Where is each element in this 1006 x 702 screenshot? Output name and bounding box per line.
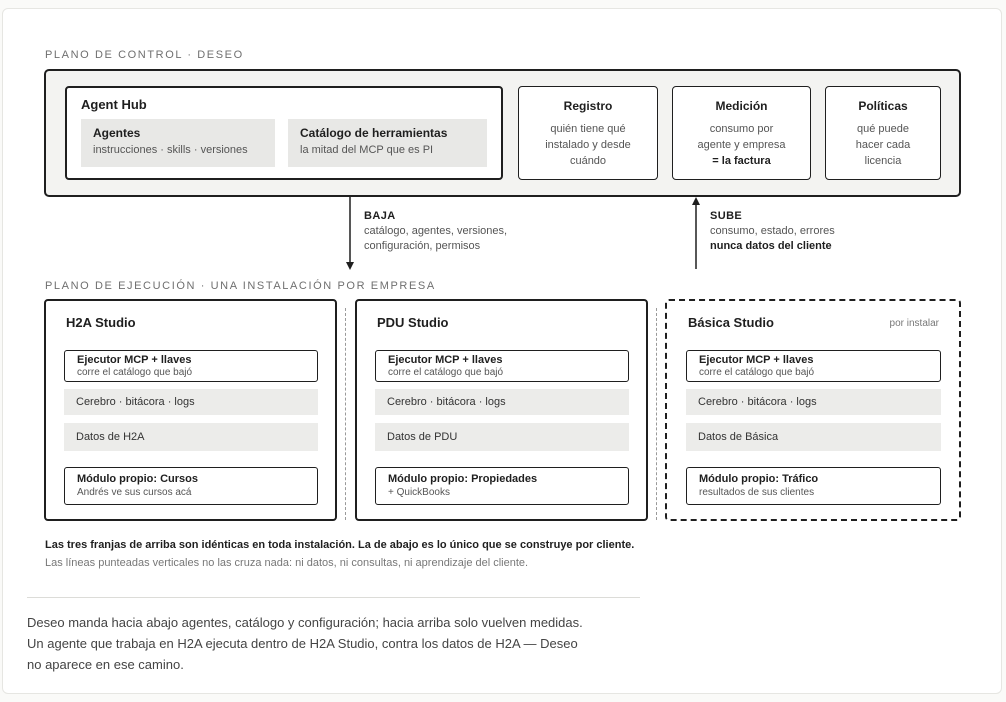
note-bold: Las tres franjas de arriba son idénticas en toda instalación. La de abajo es lo único que se construye por cliente. (45, 539, 635, 551)
down-arrow-head (346, 262, 354, 270)
studio-status-note: por instalar (889, 318, 939, 329)
hub-item-title: Agentes (93, 126, 141, 140)
data-row: Datos de Básica (686, 423, 941, 451)
politicas-title: Políticas (858, 99, 908, 113)
registro-line: quién tiene qué (550, 123, 626, 135)
studio-title: Básica Studio (688, 315, 774, 330)
hub-item-desc: la mitad del MCP que es PI (300, 144, 434, 156)
flow-up-title: SUBE (710, 210, 743, 222)
studio-title: PDU Studio (377, 315, 449, 330)
studio-title: H2A Studio (66, 315, 136, 330)
module-title: Módulo propio: Cursos (77, 473, 198, 485)
data-row: Datos de H2A (64, 423, 318, 451)
brain-row: Cerebro · bitácora · logs (375, 389, 629, 415)
studio-basica (665, 299, 961, 521)
execution-plane-label: PLANO DE EJECUCIÓN · UNA INSTALACIÓN POR EMPRESA (45, 280, 436, 292)
module-box (686, 467, 941, 505)
up-arrow-head (692, 197, 700, 205)
isolation-divider (345, 308, 346, 520)
executor-desc: corre el catálogo que bajó (699, 367, 815, 378)
hub-item-title: Catálogo de herramientas (300, 126, 448, 140)
separator (27, 597, 640, 598)
executor-desc: corre el catálogo que bajó (388, 367, 504, 378)
summary-text (27, 612, 583, 675)
summary-line: Un agente que trabaja en H2A ejecuta dentro de H2A Studio, contra los datos de H2A — Deseo (27, 636, 578, 651)
politicas-line: licencia (864, 155, 902, 167)
module-box (64, 467, 318, 505)
studio-pdu (355, 299, 648, 521)
registro-line: cuándo (569, 155, 607, 167)
module-desc: + QuickBooks (388, 487, 450, 498)
politicas-line: qué puede (857, 123, 909, 135)
flow-up-label (710, 210, 835, 254)
executor-box (375, 350, 629, 382)
politicas-line: hacer cada (855, 139, 911, 151)
executor-title: Ejecutor MCP + llaves (388, 354, 503, 366)
summary-line: no aparece en ese camino. (27, 657, 184, 672)
flow-down-label (364, 210, 507, 254)
module-desc: Andrés ve sus cursos acá (77, 487, 192, 498)
summary-line: Deseo manda hacia abajo agentes, catálogo y configuración; hacia arriba solo vuelven medidas. (27, 615, 583, 630)
brain-row: Cerebro · bitácora · logs (64, 389, 318, 415)
note-light: Las líneas punteadas verticales no las cruza nada: ni datos, ni consultas, ni aprendizaje del cliente. (45, 557, 529, 569)
executor-box (686, 350, 941, 382)
executor-box (64, 350, 318, 382)
flow-up-line: consumo, estado, errores (710, 225, 835, 237)
agent-hub-title: Agent Hub (81, 97, 147, 112)
isolation-divider (656, 308, 657, 520)
registro-title: Registro (563, 99, 613, 113)
control-plane-label: PLANO DE CONTROL · DESEO (45, 49, 244, 61)
module-box (375, 467, 629, 505)
medicion-line: agente y empresa (697, 139, 786, 151)
flow-down-line: catálogo, agentes, versiones, (364, 225, 508, 237)
registro-line: instalado y desde (545, 139, 631, 151)
flow-up-bold: nunca datos del cliente (710, 240, 832, 252)
executor-title: Ejecutor MCP + llaves (699, 354, 814, 366)
flow-down-line: configuración, permisos (364, 240, 481, 252)
medicion-bold-line: = la factura (712, 155, 771, 167)
module-title: Módulo propio: Propiedades (388, 473, 538, 485)
executor-desc: corre el catálogo que bajó (77, 367, 193, 378)
flow-down-title: BAJA (364, 210, 396, 222)
module-title: Módulo propio: Tráfico (699, 473, 819, 485)
module-desc: resultados de sus clientes (699, 487, 815, 498)
medicion-title: Medición (715, 99, 768, 113)
brain-row: Cerebro · bitácora · logs (686, 389, 941, 415)
data-row: Datos de PDU (375, 423, 629, 451)
executor-title: Ejecutor MCP + llaves (77, 354, 192, 366)
hub-item-desc: instrucciones · skills · versiones (93, 144, 248, 156)
studio-h2a (44, 299, 337, 521)
medicion-line: consumo por (709, 123, 774, 135)
